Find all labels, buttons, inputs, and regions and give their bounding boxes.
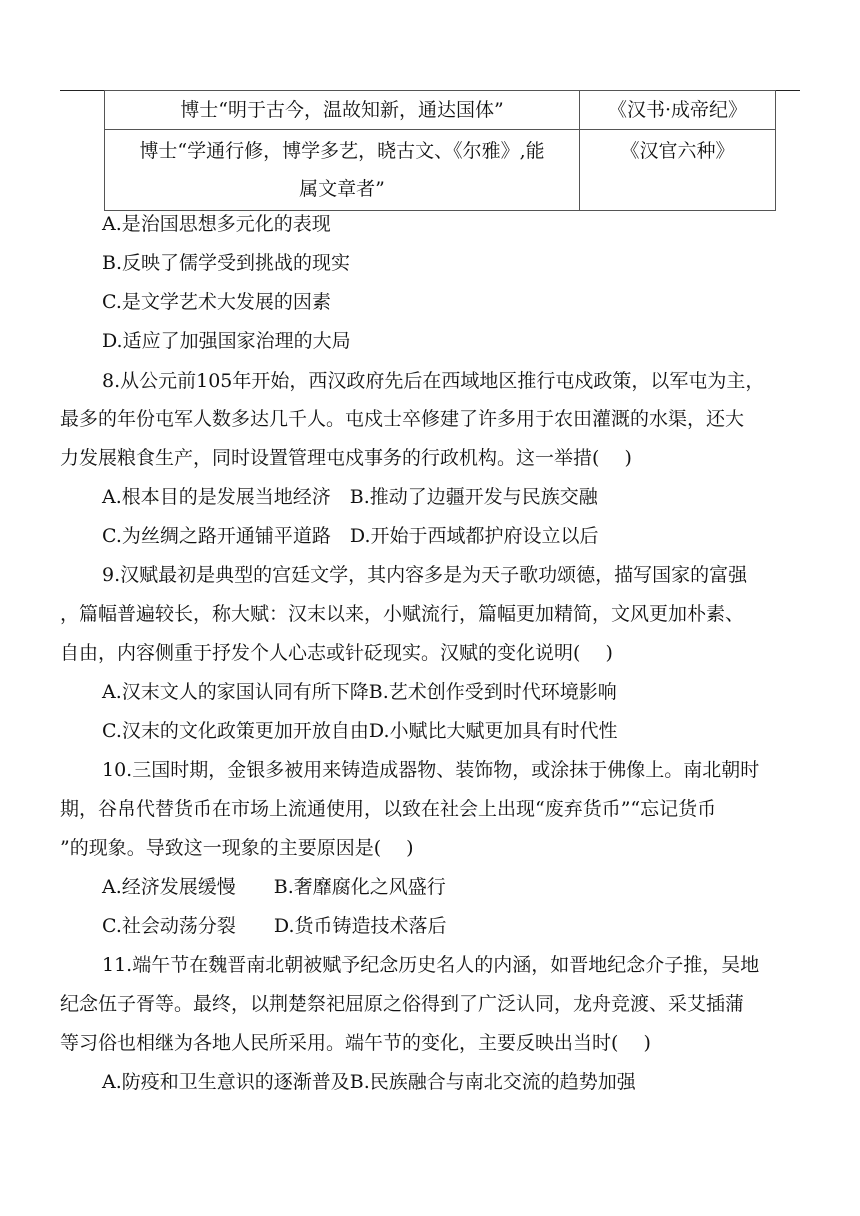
- table-cell-source: 《汉官六种》: [580, 130, 776, 211]
- table-row: [105, 130, 776, 211]
- q10-stem-line: 期，谷帛代替货币在市场上流通使用，以致在社会上出现“废弃货币”“忘记货币: [60, 798, 717, 820]
- q11-stem-line: 纪念伍子胥等。最终，以荆楚祭祀屈原之俗得到了广泛认同，龙舟竞渡、采艾插蒲: [60, 993, 745, 1015]
- q11-option-row: A.防疫和卫生意识的逐渐普及B.民族融合与南北交流的趋势加强: [102, 1071, 636, 1093]
- q7-option-d: D.适应了加强国家治理的大局: [102, 330, 351, 352]
- q10-stem-line: ”的现象。导致这一现象的主要原因是( ): [60, 837, 414, 859]
- q9-option-row: C.汉末的文化政策更加开放自由D.小赋比大赋更加具有时代性: [102, 720, 618, 742]
- table-row: [105, 91, 776, 130]
- table-cell-quote: [105, 130, 580, 211]
- q11-stem-line: 11.端午节在魏晋南北朝被赋予纪念历史名人的内涵，如晋地纪念介子推，吴地: [102, 954, 760, 976]
- quote-line: 属文章者”: [299, 178, 385, 200]
- q8-option-row: A.根本目的是发展当地经济 B.推动了边疆开发与民族交融: [102, 486, 598, 508]
- q8-stem-line: 8.从公元前105年开始，西汉政府先后在西域地区推行屯戍政策，以军屯为主，: [102, 370, 765, 392]
- q8-stem-line: 力发展粮食生产，同时设置管理屯戍事务的行政机构。这一举措( ): [60, 447, 632, 469]
- quote-line: 博士“学通行修，博学多艺，晓古文、《尔雅》,能: [139, 140, 545, 162]
- q9-stem-line: 自由，内容侧重于抒发个人心志或针砭现实。汉赋的变化说明( ): [60, 642, 613, 664]
- q8-stem-line: 最多的年份屯军人数多达几千人。屯戍士卒修建了许多用于农田灌溉的水渠，还大: [60, 408, 745, 430]
- q7-option-a: A.是治国思想多元化的表现: [102, 213, 331, 235]
- q9-stem-line: 9.汉赋最初是典型的宫廷文学，其内容多是为天子歌功颂德，描写国家的富强: [102, 564, 748, 586]
- q9-stem-line: ，篇幅普遍较长，称大赋：汉末以来，小赋流行，篇幅更加精简，文风更加朴素、: [60, 603, 745, 625]
- q10-option-row: A.经济发展缓慢 B.奢靡腐化之风盛行: [102, 876, 446, 898]
- q10-option-row: C.社会动荡分裂 D.货币铸造技术落后: [102, 915, 447, 937]
- q9-option-row: A.汉末文人的家国认同有所下降B.艺术创作受到时代环境影响: [102, 681, 617, 703]
- q11-stem-line: 等习俗也相继为各地人民所采用。端午节的变化，主要反映出当时( ): [60, 1032, 651, 1054]
- source-table: [104, 90, 776, 211]
- table-cell-quote: 博士“明于古今，温故知新，通达国体”: [105, 91, 580, 130]
- q8-option-row: C.为丝绸之路开通铺平道路 D.开始于西域都护府设立以后: [102, 525, 599, 547]
- q10-stem-line: 10.三国时期，金银多被用来铸造成器物、装饰物，或涂抹于佛像上。南北朝时: [102, 759, 760, 781]
- q7-option-c: C.是文学艺术大发展的因素: [102, 291, 331, 313]
- q7-option-b: B.反映了儒学受到挑战的现实: [102, 252, 351, 274]
- table-cell-source: 《汉书·成帝纪》: [580, 91, 776, 130]
